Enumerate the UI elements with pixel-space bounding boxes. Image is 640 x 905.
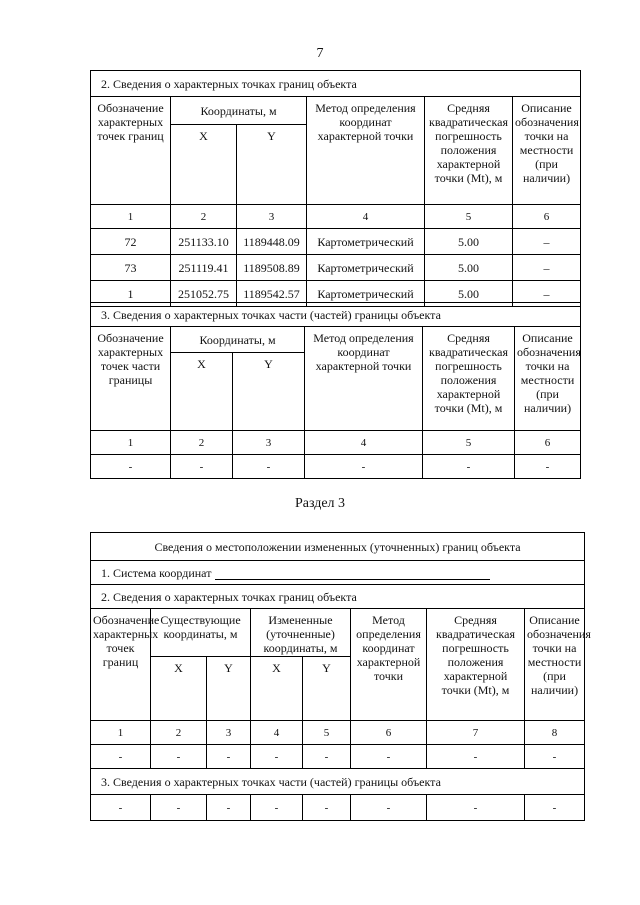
cell: - (207, 795, 251, 821)
header-x: X (171, 125, 237, 205)
table-row (91, 795, 585, 821)
cell: - (91, 745, 151, 769)
header-x: X (251, 657, 303, 721)
column-numbers-row (91, 721, 585, 745)
cell: - (151, 795, 207, 821)
header-y: Y (303, 657, 351, 721)
cell: – (513, 281, 581, 307)
header-coords: Координаты, м (171, 97, 307, 125)
table-row (91, 229, 581, 255)
col-num: 3 (233, 431, 305, 455)
cell: - (233, 455, 305, 479)
page-number: 7 (316, 46, 324, 61)
col-num: 6 (513, 205, 581, 229)
cell: - (303, 795, 351, 821)
header-y: Y (237, 125, 307, 205)
cell: - (251, 745, 303, 769)
table-title: Сведения о местоположении измененных (уточненных) границ объекта (91, 533, 585, 561)
header-existing: Существующие координаты, м (151, 609, 251, 657)
header-description: Описание обозначения точки на местности (при наличии) (525, 609, 585, 721)
cell: 5.00 (425, 255, 513, 281)
header-method: Метод определения координат характерной точки (351, 609, 427, 721)
col-num: 6 (351, 721, 427, 745)
col-num: 4 (251, 721, 303, 745)
cell: 1 (91, 281, 171, 307)
cell: - (427, 795, 525, 821)
cell: - (171, 455, 233, 479)
header-y: Y (207, 657, 251, 721)
header-coords: Координаты, м (171, 327, 305, 353)
cell: - (515, 455, 581, 479)
cell: 73 (91, 255, 171, 281)
col-num: 1 (91, 721, 151, 745)
header-method: Метод определения координат характерной точки (305, 327, 423, 431)
cell: – (513, 229, 581, 255)
cell: - (151, 745, 207, 769)
table-title: 3. Сведения о характерных точках части (частей) границы объекта (91, 303, 581, 327)
table-row (91, 255, 581, 281)
cell: - (91, 795, 151, 821)
cell: 5.00 (425, 229, 513, 255)
col-num: 2 (171, 205, 237, 229)
cell: 72 (91, 229, 171, 255)
col-num: 7 (427, 721, 525, 745)
cell: - (525, 745, 585, 769)
col-num: 4 (305, 431, 423, 455)
section-title: Раздел 3 (294, 496, 346, 511)
col-num: 3 (237, 205, 307, 229)
table-subtitle: 2. Сведения о характерных точках границ объекта (91, 585, 585, 609)
col-num: 5 (423, 431, 515, 455)
header-y: Y (233, 353, 305, 431)
header-error: Средняя квадратическая погрешность положения характерной точки (Mt), м (425, 97, 513, 205)
cell: 1189448.09 (237, 229, 307, 255)
col-num: 8 (525, 721, 585, 745)
cell: 251133.10 (171, 229, 237, 255)
table-row (91, 455, 581, 479)
changed-boundaries-table (90, 532, 591, 821)
cell: - (305, 455, 423, 479)
col-num: 6 (515, 431, 581, 455)
cell: - (303, 745, 351, 769)
cell: 251052.75 (171, 281, 237, 307)
cell: - (525, 795, 585, 821)
header-description: Описание обозначения точки на местности (при наличии) (515, 327, 581, 431)
cell: - (351, 745, 427, 769)
cell: Картометрический (307, 229, 425, 255)
cell: - (251, 795, 303, 821)
coord-system-underline (215, 567, 490, 580)
cell: Картометрический (307, 281, 425, 307)
cell: 5.00 (425, 281, 513, 307)
column-numbers-row (91, 431, 581, 455)
col-num: 2 (171, 431, 233, 455)
header-method: Метод определения координат характерной точки (307, 97, 425, 205)
col-num: 3 (207, 721, 251, 745)
cell: - (207, 745, 251, 769)
coord-system-row (91, 561, 585, 585)
col-num: 2 (151, 721, 207, 745)
table-row (91, 745, 585, 769)
cell: - (423, 455, 515, 479)
cell: - (427, 745, 525, 769)
header-error: Средняя квадратическая погрешность положения характерной точки (Mt), м (423, 327, 515, 431)
header-x: X (171, 353, 233, 431)
col-num: 1 (91, 431, 171, 455)
cell: – (513, 255, 581, 281)
table-title: 2. Сведения о характерных точках границ объекта (91, 71, 581, 97)
header-error: Средняя квадратическая погрешность положения характерной точки (Mt), м (427, 609, 525, 721)
col-num: 5 (303, 721, 351, 745)
col-num: 5 (425, 205, 513, 229)
cell: 251119.41 (171, 255, 237, 281)
cell: - (91, 455, 171, 479)
header-changed: Измененные (уточненные) координаты, м (251, 609, 351, 657)
header-x: X (151, 657, 207, 721)
column-numbers-row (91, 205, 581, 229)
col-num: 1 (91, 205, 171, 229)
cell: 1189542.57 (237, 281, 307, 307)
table-subtitle: 3. Сведения о характерных точках части (частей) границы объекта (91, 769, 585, 795)
cell: Картометрический (307, 255, 425, 281)
boundary-points-table (90, 70, 581, 307)
cell: - (351, 795, 427, 821)
header-description: Описание обозначения точки на местности (при наличии) (513, 97, 581, 205)
header-point: Обозначение характерных точек границ (91, 609, 151, 721)
coord-system-label: 1. Система координат (101, 565, 212, 580)
part-boundary-points-table (90, 302, 581, 479)
col-num: 4 (307, 205, 425, 229)
header-point: Обозначение характерных точек части границы (91, 327, 171, 431)
header-point: Обозначение характерных точек границ (91, 97, 171, 205)
cell: 1189508.89 (237, 255, 307, 281)
